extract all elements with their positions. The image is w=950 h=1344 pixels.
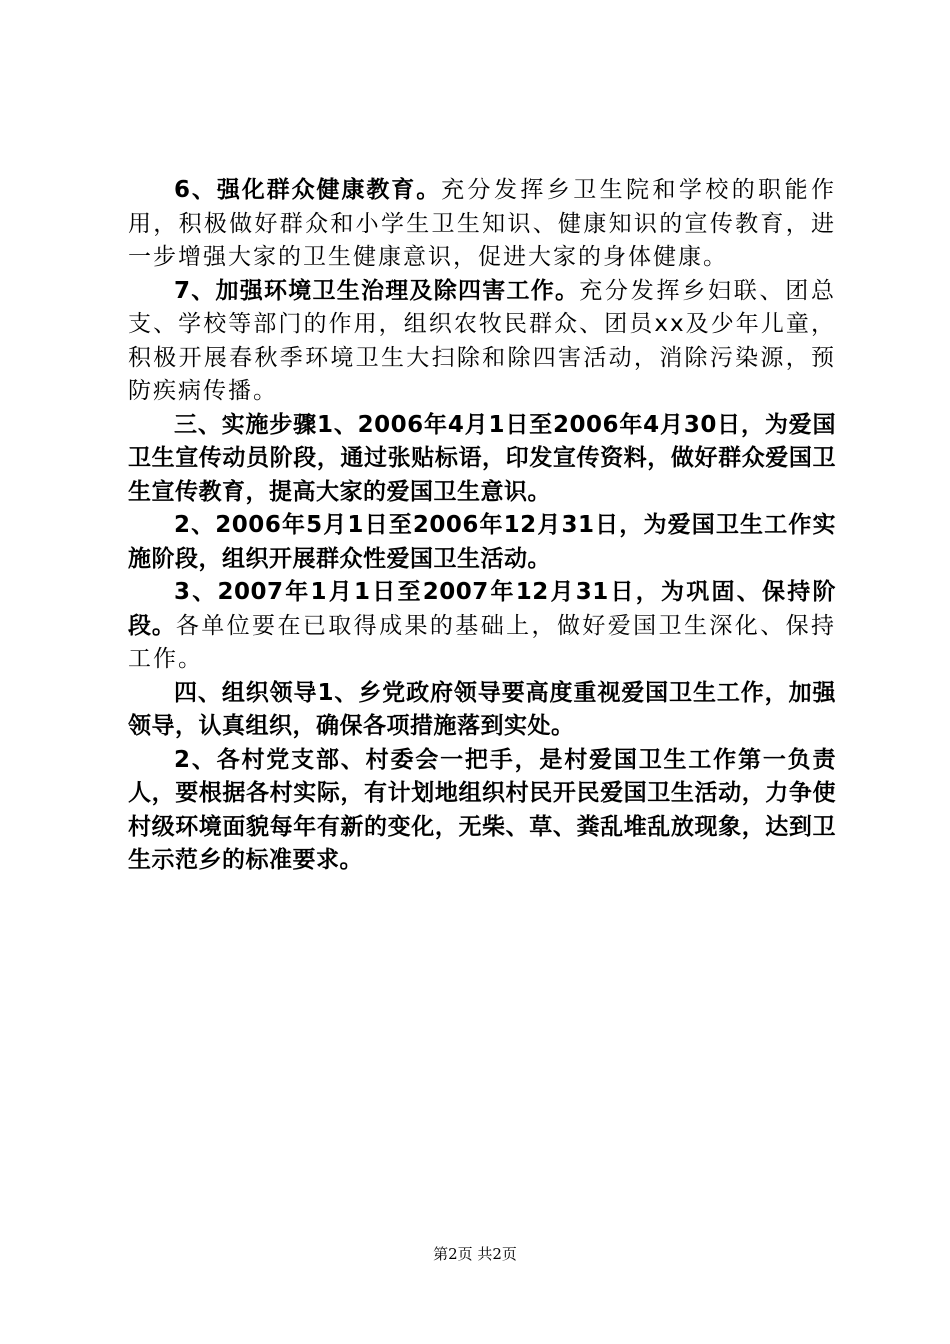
paragraph-text: 充分发挥乡妇联、团总支、学校等部门的作用，组织农牧民群众、团员xx及少年儿童，积极开展春秋季环境卫生大扫除和除四害活动，消除污染源，预防疾病传播。 [128,277,836,404]
paragraph-text: 各单位要在已取得成果的基础上，做好爱国卫生深化、保持工作。 [128,612,837,672]
paragraph-steps-1: 三、实施步骤1、2006年4月1日至2006年4月30日，为爱国卫生宣传动员阶段，通过张贴标语，印发宣传资料，做好群众爱国卫生宣传教育，提高大家的爱国卫生意识。 [128,411,836,505]
paragraph-health-education [128,174,836,275]
paragraph-steps-2: 2、2006年5月1日至2006年12月31日，为爱国卫生工作实施阶段，组织开展群众性爱国卫生活动。 [128,512,836,572]
paragraph-leadership-1: 四、组织领导1、乡党政府领导要高度重视爱国卫生工作，加强领导，认真组织，确保各项措施落到实处。 [128,679,836,739]
paragraph-leadership-2: 2、各村党支部、村委会一把手，是村爱国卫生工作第一负责人，要根据各村实际，有计划地组织村民开民爱国卫生活动，力争使村级环境面貌每年有新的变化，无柴、草、粪乱堆乱放现象，达到卫生示范乡的标准要求。 [128,746,836,873]
paragraph-lead: 3、2007年1月1日至2007年12月31日，为巩固、保持阶段。 [128,579,836,639]
paragraph-lead: 7、加强环境卫生治理及除四害工作。 [174,277,580,304]
page-number-footer: 第2页 共2页 [433,1245,517,1263]
paragraph-environment [128,275,836,409]
paragraph-lead: 6、强化群众健康教育。 [174,177,442,203]
paragraph-text: 充分发挥乡卫生院和学校的职能作用，积极做好群众和小学生卫生知识、健康知识的宣传教育，进一步增强大家的卫生健康意识，促进大家的身体健康。 [128,177,836,270]
document-body [128,174,836,878]
paragraph-steps-3 [128,576,836,677]
